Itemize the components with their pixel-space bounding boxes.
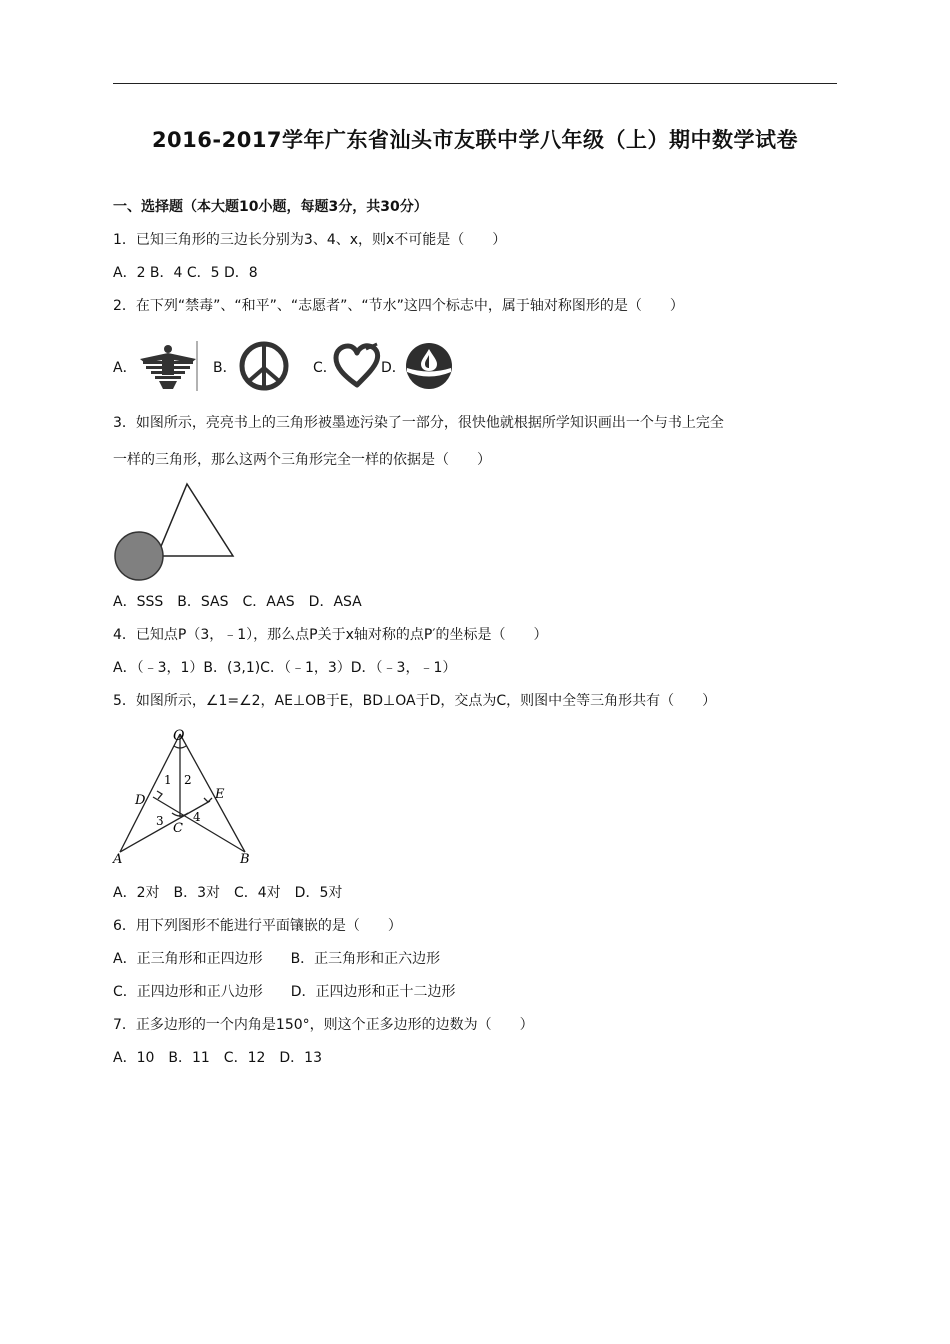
anti-drug-emblem-icon [137,341,199,391]
label-angle-3: 3 [156,814,164,828]
q6-options-line1: A．正三角形和正四边形 B．正三角形和正六边形 [113,951,441,967]
q2-options [113,341,513,391]
q2-option-c-label: C． [313,360,337,376]
q6-stem: 6．用下列图形不能进行平面镶嵌的是（ ） [113,918,402,934]
label-E: E [215,787,225,802]
q2-option-d-label: D． [381,360,406,376]
label-D: D [135,793,146,808]
q5-options: A．2对 B．3对 C．4对 D．5对 [113,885,343,901]
label-O: O [173,728,185,744]
label-angle-2: 2 [184,773,192,787]
label-A: A [113,852,123,867]
q5-stem: 5．如图所示，∠1=∠2，AE⊥OB于E，BD⊥OA于D，交点为C，则图中全等三角形共有（ ） [113,693,717,709]
label-angle-1: 1 [164,773,172,787]
water-drop-icon [403,341,455,391]
q3-stem-line2: 一样的三角形，那么这两个三角形完全一样的依据是（ ） [113,452,491,468]
angle-bisector-figure [110,722,260,867]
q4-stem: 4．已知点P（3，﹣1），那么点P关于x轴对称的点P′的坐标是（ ） [113,627,548,643]
q1-options: A．2 B．4 C．5 D．8 [113,265,258,281]
q7-options: A．10 B．11 C．12 D．13 [113,1050,322,1066]
q6-options-line2: C．正四边形和正八边形 D．正四边形和正十二边形 [113,984,456,1000]
peace-sign-icon [239,341,289,391]
heart-volunteer-icon [333,341,381,391]
header-rule [113,83,837,84]
q2-option-a-label: A． [113,360,137,376]
label-B: B [240,852,250,867]
q4-options: A．（﹣3，1）B．(3,1)C．（﹣1，3）D．（﹣3，﹣1） [113,660,457,676]
section-heading: 一、选择题（本大题10小题，每题3分，共30分） [113,199,428,215]
q2-option-b-label: B． [213,360,237,376]
q2-stem: 2．在下列“禁毒”、“和平”、“志愿者”、“节水”这四个标志中，属于轴对称图形的是（ ） [113,298,684,314]
q7-stem: 7．正多边形的一个内角是150°，则这个正多边形的边数为（ ） [113,1017,534,1033]
ink-stained-triangle-figure [113,478,238,584]
q3-options: A．SSS B．SAS C．AAS D．ASA [113,594,362,610]
exam-title: 2016-2017学年广东省汕头市友联中学八年级（上）期中数学试卷 [151,128,799,152]
q3-stem-line1: 3．如图所示，亮亮书上的三角形被墨迹污染了一部分，很快他就根据所学知识画出一个与书上完全 [113,415,724,431]
label-angle-4: 4 [193,810,201,824]
q1-stem: 1．已知三角形的三边长分别为3、4、x，则x不可能是（ ） [113,232,507,248]
label-C: C [173,821,183,836]
